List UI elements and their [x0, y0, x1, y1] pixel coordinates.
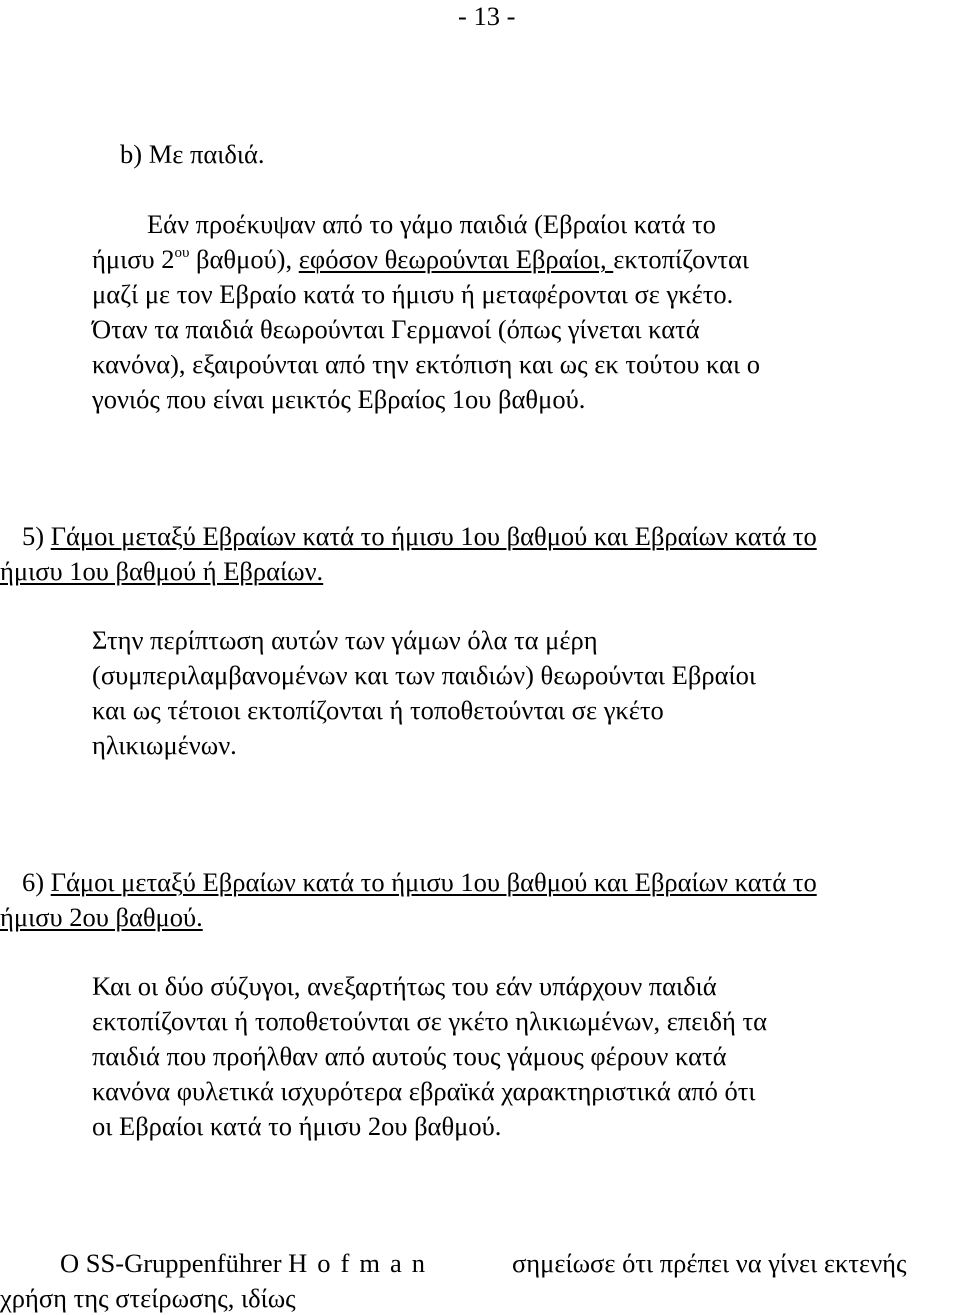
section-5-body-line-2: (συμπεριλαμβανομένων και των παιδιών) θεωρούνται Εβραίοι	[92, 660, 756, 690]
section-6-body-line-1: Και οι δύο σύζυγοι, ανεξαρτήτως του εάν υπάρχουν παιδιά	[92, 971, 717, 1001]
closing-prefix: Ο SS-Gruppenführer	[60, 1248, 289, 1278]
section-6-heading-line-1	[22, 866, 817, 898]
page-number: - 13 -	[458, 1, 516, 31]
superscript: ου	[174, 245, 190, 261]
section-b-line-5: κανόνα), εξαιρούνται από την εκτόπιση και ως εκ τούτου και ο	[92, 349, 761, 379]
section-6-body-line-2: εκτοπίζονται ή τοποθετούνται σε γκέτο ηλικιωμένων, επειδή τα	[92, 1006, 767, 1036]
section-b-line-1: Εάν προέκυψαν από το γάμο παιδιά (Εβραίοι κατά το	[147, 209, 716, 239]
section-6-title: Γάμοι μεταξύ Εβραίων κατά το ήμισυ 1ου βαθμού και Εβραίων κατά το	[50, 867, 817, 897]
section-5-body-line-4: ηλικιωμένων.	[92, 730, 237, 760]
underlined-phrase: εφόσον θεωρούνται Εβραίοι,	[298, 244, 614, 274]
section-6-body-line-4: κανόνα φυλετικά ισχυρότερα εβραϊκά χαρακτηριστικά από ότι	[92, 1076, 756, 1106]
line-2-mid: βαθμού),	[189, 244, 299, 274]
line-2-end: εκτοπίζονται	[613, 244, 750, 274]
section-b-line-2	[92, 243, 749, 275]
section-6-body-line-3: παιδιά που προήλθαν από αυτούς τους γάμους φέρουν κατά	[92, 1041, 727, 1071]
closing-line-1-start	[60, 1247, 435, 1279]
section-5-number: 5)	[22, 521, 51, 551]
closing-line-1-end: σημείωσε ότι πρέπει να γίνει εκτενής	[512, 1248, 907, 1278]
section-5-heading-line-2: ήμισυ 1ου βαθμού ή Εβραίων.	[0, 556, 324, 586]
hofman-name: Hofman	[288, 1248, 435, 1278]
section-5-body-line-1: Στην περίπτωση αυτών των γάμων όλα τα μέρη	[92, 625, 598, 655]
section-5-body-line-3: και ως τέτοιοι εκτοπίζονται ή τοποθετούνται σε γκέτο	[92, 695, 664, 725]
section-6-body-line-5: οι Εβραίοι κατά το ήμισυ 2ου βαθμού.	[92, 1111, 502, 1141]
closing-line-2: χρήση της στείρωσης, ιδίως	[0, 1283, 296, 1313]
section-6-number: 6)	[22, 867, 51, 897]
section-b-heading: b) Με παιδιά.	[120, 139, 265, 169]
line-2-start: ήμισυ 2	[92, 244, 175, 274]
section-b-line-6: γονιός που είναι μεικτός Εβραίος 1ου βαθμού.	[92, 384, 586, 414]
section-b-line-3: μαζί με τον Εβραίο κατά το ήμισυ ή μεταφέρονται σε γκέτο.	[92, 279, 734, 309]
section-b-line-4: Όταν τα παιδιά θεωρούνται Γερμανοί (όπως γίνεται κατά	[92, 314, 700, 344]
section-5-heading-line-1	[22, 520, 817, 552]
section-5-title: Γάμοι μεταξύ Εβραίων κατά το ήμισυ 1ου βαθμού και Εβραίων κατά το	[50, 521, 817, 551]
section-6-heading-line-2: ήμισυ 2ου βαθμού.	[0, 902, 203, 932]
